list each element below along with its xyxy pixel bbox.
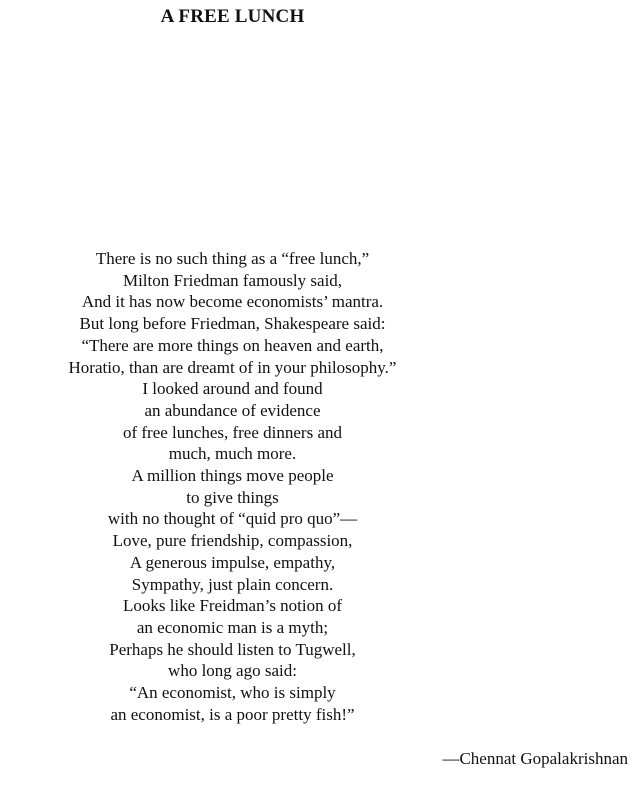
poem-title: A FREE LUNCH [160,6,305,27]
poem-line: Looks like Freidman’s notion of [122,596,343,616]
poem-line: an abundance of evidence [144,400,321,420]
poem-attribution: —Chennat Gopalakrishnan [442,749,628,768]
poem-line: Milton Friedman famously said, [122,270,343,290]
poem-line: much, much more. [168,444,297,464]
poem-line: who long ago said: [168,661,297,681]
poem-line: Love, pure friendship, compassion, [112,531,353,551]
poem-line: “An economist, who is simply [129,683,336,703]
poem-line: Horatio, than are dreamt of in your philosophy.” [68,357,397,377]
poem-line: There is no such thing as a “free lunch,” [95,249,370,268]
poem-line: an economic man is a myth; [136,617,329,637]
poem-line: “There are more things on heaven and earth, [81,335,384,355]
poem-line: Perhaps he should listen to Tugwell, [109,639,356,659]
poem-line: A generous impulse, empathy, [129,552,336,572]
poem-line: an economist, is a poor pretty fish!” [110,704,355,724]
poem-line: of free lunches, free dinners and [122,422,342,442]
poem-line: And it has now become economists’ mantra. [81,292,384,312]
poem-line: Sympathy, just plain concern. [131,574,334,594]
poem-body [0,248,465,725]
poem-line: with no thought of “quid pro quo”— [107,509,358,529]
poem-line: I looked around and found [142,379,323,399]
poem-line: A million things move people [131,466,334,486]
poem-line: to give things [186,487,279,507]
poem-line: But long before Friedman, Shakespeare said: [79,314,386,334]
